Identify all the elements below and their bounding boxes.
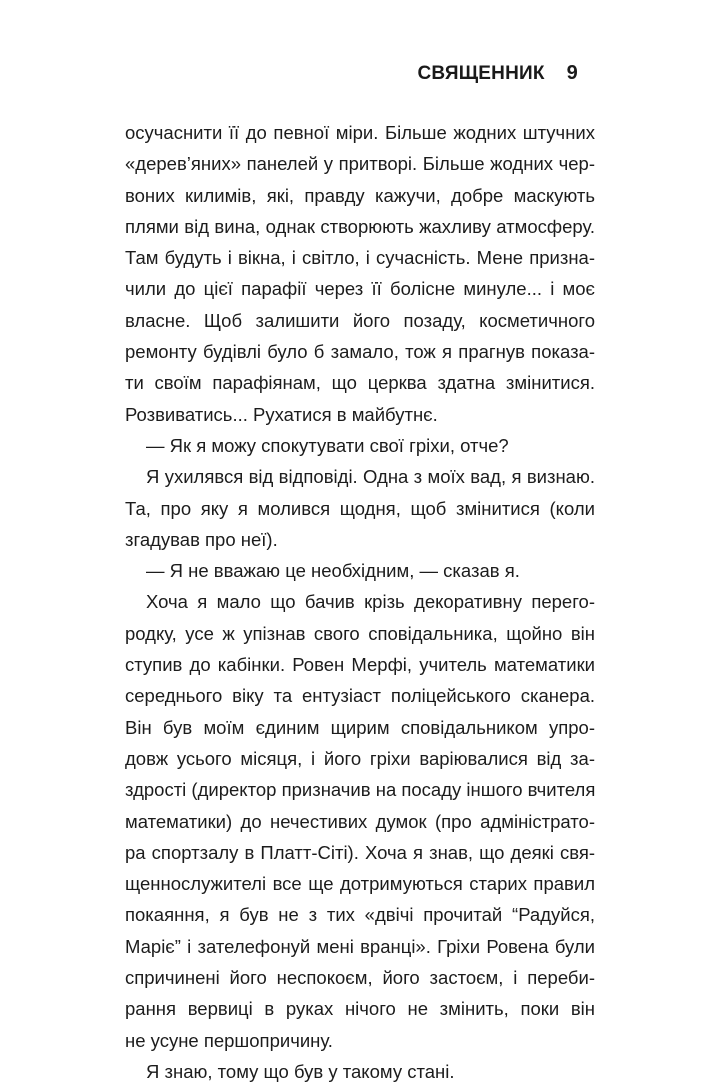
- text-line: ти своїм парафіянам, що церква здатна змінитися.: [125, 372, 595, 394]
- chapter-title: СВЯЩЕННИК: [417, 63, 545, 84]
- text-line: Розвиватись... Рухатися в майбутнє.: [125, 403, 438, 425]
- text-line: рання вервиці в руках нічого не змінить, поки він: [125, 998, 595, 1020]
- text-line: Там будуть і вікна, і світло, і сучасність. Мене призна-: [125, 247, 595, 269]
- running-header: [418, 62, 578, 88]
- text-line: Я знаю, тому що був у такому стані.: [146, 1060, 455, 1082]
- text-line: покаяння, я був не з тих «двічі прочитай “Радуйся,: [125, 904, 595, 926]
- text-line: ра спортзалу в Платт-Сіті). Хоча я знав, що деякі свя-: [125, 841, 595, 863]
- text-line: плями від вина, однак створюють жахливу атмосферу.: [125, 215, 595, 237]
- text-line: Він був моїм єдиним щирим сповідальником упро-: [125, 716, 595, 738]
- text-line: «дерев’яних» панелей у притворі. Більше жодних чер-: [125, 153, 595, 175]
- text-line: довж усього місяця, і його гріхи варіювалися від за-: [125, 747, 595, 769]
- text-line: математики) до нечестивих думок (про адміністрато-: [125, 810, 595, 832]
- text-line: ремонту будівлі було б замало, тож я прагнув показа-: [125, 341, 595, 363]
- body-text: [125, 117, 595, 1087]
- text-line: згадував про неї).: [125, 528, 278, 550]
- text-line: Я ухилявся від відповіді. Одна з моїх вад, я визнаю.: [146, 466, 595, 488]
- text-line: не усуне першопричину.: [125, 1029, 333, 1051]
- text-line: власне. Щоб залишити його позаду, косметичного: [125, 309, 595, 331]
- text-line: ступив до кабінки. Ровен Мерфі, учитель математики: [125, 654, 595, 676]
- text-line: щеннослужителі все ще дотримуються старих правил: [125, 873, 595, 895]
- text-line: Хоча я мало що бачив крізь декоративну перего-: [146, 591, 595, 613]
- text-line: середнього віку та ентузіаст поліцейського сканера.: [125, 685, 595, 707]
- text-line: Маріє” і зателефонуй мені вранці». Гріхи Ровена були: [125, 935, 595, 957]
- text-line: — Як я можу спокутувати свої гріхи, отче?: [146, 434, 509, 456]
- text-line: Та, про яку я молився щодня, щоб змінитися (коли: [125, 497, 595, 519]
- text-line: осучаснити її до певної міри. Більше жодних штучних: [125, 122, 595, 143]
- text-line: спричинені його неспокоєм, його застоєм, і переби-: [125, 967, 595, 989]
- text-line: здрості (директор призначив на посаду іншого вчителя: [125, 779, 596, 801]
- text-line: родку, усе ж упізнав свого сповідальника, щойно він: [125, 622, 595, 644]
- text-line: чили до цієї парафії через її болісне минуле... і моє: [125, 278, 595, 300]
- text-line: воних килимів, які, правду кажучи, добре маскують: [125, 184, 595, 206]
- text-line: — Я не вважаю це необхідним, — сказав я.: [146, 560, 520, 582]
- page-number: 9: [566, 62, 578, 84]
